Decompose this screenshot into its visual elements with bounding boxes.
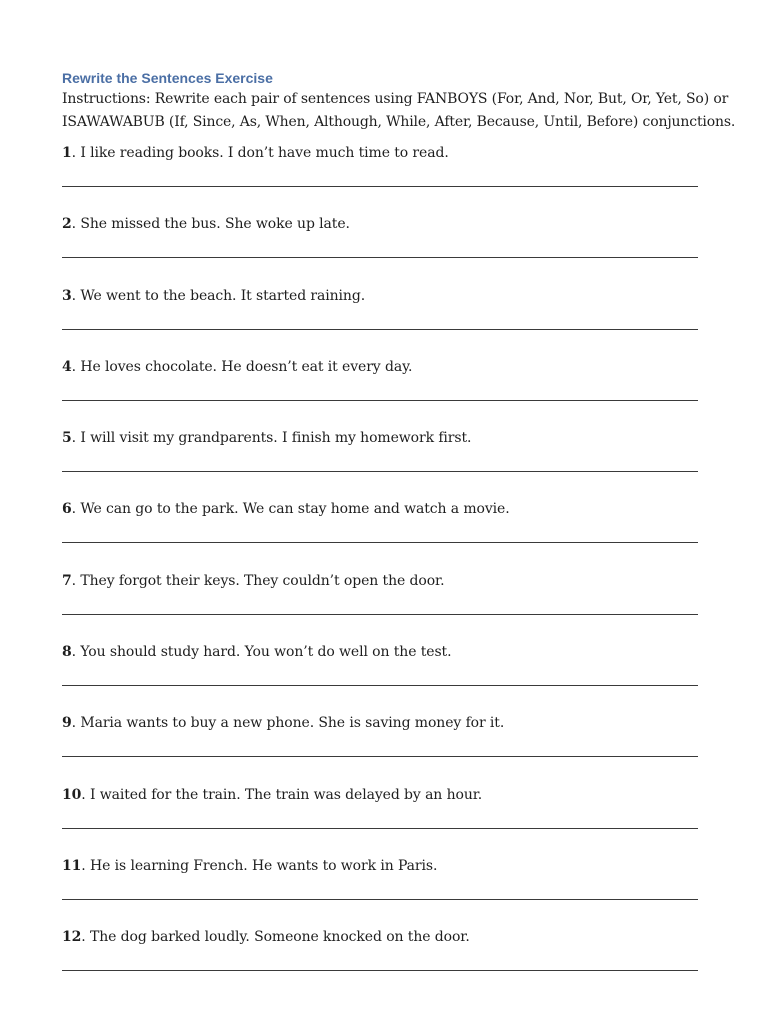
question-2 <box>62 214 702 285</box>
question-text <box>62 214 702 234</box>
question-6 <box>62 499 702 570</box>
question-number: 12 <box>62 929 82 946</box>
question-text <box>62 927 702 947</box>
question-number: 5 <box>62 430 72 447</box>
question-text <box>62 856 702 876</box>
question-12 <box>62 927 702 998</box>
answer-line[interactable] <box>62 400 698 401</box>
question-number: 11 <box>62 857 82 874</box>
question-number: 4 <box>62 358 72 375</box>
question-sentences: . You should study hard. You won’t do well on the test. <box>71 644 452 661</box>
question-sentences: . We can go to the park. We can stay home and watch a movie. <box>71 501 510 518</box>
question-number: 1 <box>62 145 72 161</box>
question-text <box>62 642 702 662</box>
question-number: 3 <box>62 287 72 304</box>
question-7 <box>62 571 702 642</box>
instructions <box>62 88 736 134</box>
question-number: 8 <box>62 644 72 661</box>
answer-line[interactable] <box>62 471 698 472</box>
answer-line[interactable] <box>62 257 698 258</box>
question-text <box>62 428 702 448</box>
question-text <box>62 357 702 377</box>
question-text <box>62 785 702 805</box>
question-9 <box>62 713 702 784</box>
question-text <box>62 286 702 306</box>
answer-line[interactable] <box>62 899 698 900</box>
question-number: 2 <box>62 216 72 233</box>
question-sentences: . She missed the bus. She woke up late. <box>71 216 350 233</box>
question-text <box>62 713 702 733</box>
question-text <box>62 571 702 591</box>
worksheet-title: Rewrite the Sentences Exercise <box>62 70 273 86</box>
question-1 <box>62 143 702 214</box>
question-sentences: . They forgot their keys. They couldn’t open the door. <box>71 572 445 589</box>
question-sentences: . He loves chocolate. He doesn’t eat it every day. <box>71 358 413 375</box>
answer-line[interactable] <box>62 329 698 330</box>
question-number: 10 <box>62 786 82 803</box>
worksheet-page <box>62 68 736 999</box>
question-11 <box>62 856 702 927</box>
question-number: 9 <box>62 715 72 732</box>
question-sentences: . I like reading books. I don’t have much time to read. <box>71 145 449 161</box>
question-text <box>62 143 702 163</box>
question-sentences: . I will visit my grandparents. I finish my homework first. <box>71 430 472 447</box>
question-sentences: . I waited for the train. The train was delayed by an hour. <box>81 786 483 803</box>
question-list <box>62 143 702 999</box>
answer-line[interactable] <box>62 756 698 757</box>
question-5 <box>62 428 702 499</box>
question-8 <box>62 642 702 713</box>
question-sentences: . He is learning French. He wants to work in Paris. <box>81 857 438 874</box>
question-sentences: . Maria wants to buy a new phone. She is saving money for it. <box>71 715 505 732</box>
answer-line[interactable] <box>62 614 698 615</box>
answer-line[interactable] <box>62 970 698 971</box>
question-sentences: . The dog barked loudly. Someone knocked on the door. <box>81 929 470 946</box>
question-3 <box>62 286 702 357</box>
answer-line[interactable] <box>62 186 698 187</box>
answer-line[interactable] <box>62 542 698 543</box>
question-number: 7 <box>62 572 72 589</box>
question-number: 6 <box>62 501 72 518</box>
question-text <box>62 499 702 519</box>
answer-line[interactable] <box>62 685 698 686</box>
question-4 <box>62 357 702 428</box>
question-10 <box>62 785 702 856</box>
answer-line[interactable] <box>62 828 698 829</box>
instructions-line-1: Instructions: Rewrite each pair of sentences using FANBOYS (For, And, Nor, But, Or, Yet, So) or <box>62 91 729 107</box>
instructions-line-2: ISAWAWABUB (If, Since, As, When, Although, While, After, Because, Until, Before) conjunctions. <box>62 114 736 130</box>
question-sentences: . We went to the beach. It started raining. <box>71 287 366 304</box>
